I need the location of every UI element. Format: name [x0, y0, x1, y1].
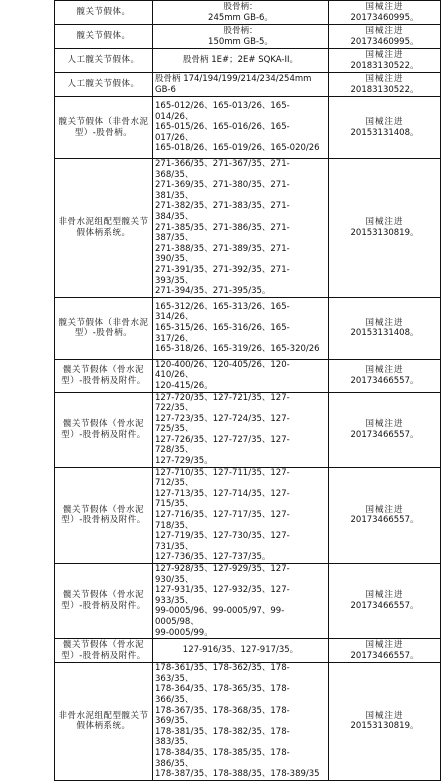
table-row	[55, 49, 441, 73]
model-spec-cell: 股骨柄： 245mm GB-6。	[153, 1, 329, 25]
registration-authority: 国械注进	[365, 1, 404, 12]
model-spec-cell: 股骨柄 174/194/199/214/234/254mm GB-6	[153, 73, 329, 97]
model-spec-cell: 165-012/26、165-013/26、165-014/26、 165-015/26、165-016/26、165-017/26、 165-018/26、165-019/26、165-020/26	[153, 97, 329, 159]
registration-number: 20173460995。	[350, 12, 419, 23]
table-row	[55, 467, 441, 563]
registration-authority: 国械注进	[365, 640, 404, 651]
table-row	[55, 564, 441, 639]
registration-cell	[329, 663, 441, 781]
registration-cell	[329, 639, 441, 663]
registration-number: 20153131408。	[350, 328, 419, 339]
registration-authority: 国械注进	[365, 217, 404, 228]
model-spec-cell: 127-720/35、127-721/35、127-722/35、 127-723/35、127-724/35、127-725/35、 127-726/35、127-727/35、127-728/35、 127-729/35。	[153, 392, 329, 467]
registration-authority: 国械注进	[365, 116, 404, 127]
registration-number: 20173460995。	[350, 36, 419, 47]
registration-authority: 国械注进	[365, 49, 404, 60]
registration-cell	[329, 73, 441, 97]
model-spec-cell: 127-710/35、127-711/35、127-712/35、 127-713/35、127-714/35、127-715/35、 127-716/35、127-717/35、127-718/35、 127-719/35、127-730/35、127-731/35、 127-736/35、127-737/35。	[153, 467, 329, 563]
registration-number: 20183130522。	[350, 60, 419, 71]
model-spec-cell: 120-400/26、120-405/26、120-410/26、 120-415/26。	[153, 359, 329, 392]
product-name-cell: 非骨水泥组配型髋关节假体柄系统。	[55, 663, 153, 781]
model-spec-cell: 178-361/35、178-362/35、178-363/35、 178-364/35、178-365/35、178-366/35、 178-367/35、178-368/35、178-369/35、 178-381/35、178-382/35、178-383/35、 178-384/35、178-385/35、178-386/35、 178-387/35、178-388/35、178-389/35	[153, 663, 329, 781]
table-body	[55, 1, 441, 781]
table-row	[55, 297, 441, 359]
registration-number: 20173466557。	[350, 429, 419, 440]
registration-authority: 国械注进	[365, 504, 404, 515]
table-row	[55, 639, 441, 663]
table-row	[55, 1, 441, 25]
product-name-cell: 髋关节假体（非骨水泥型）-股骨柄。	[55, 297, 153, 359]
registration-number: 20173466557。	[350, 375, 419, 386]
product-name-cell: 人工髋关节假体。	[55, 73, 153, 97]
registration-cell	[329, 392, 441, 467]
registration-cell	[329, 25, 441, 49]
product-name-cell: 髋关节假体（骨水泥型）-股骨柄及附件。	[55, 639, 153, 663]
registration-number: 20153130819。	[350, 721, 419, 732]
product-name-cell: 髋关节假体。	[55, 25, 153, 49]
product-name-cell: 人工髋关节假体。	[55, 49, 153, 73]
model-spec-cell: 127-916/35、127-917/35。	[153, 639, 329, 663]
registration-cell	[329, 564, 441, 639]
registration-cell	[329, 49, 441, 73]
model-spec-cell: 股骨柄： 150mm GB-5。	[153, 25, 329, 49]
model-spec-cell: 股骨柄 1E#；2E# SQKA-II。	[153, 49, 329, 73]
product-name-cell: 髋关节假体（骨水泥型）-股骨柄及附件。	[55, 467, 153, 563]
registration-number: 20153130819。	[350, 227, 419, 238]
registration-cell	[329, 1, 441, 25]
registration-number: 20153131408。	[350, 127, 419, 138]
product-name-cell: 髋关节假体（骨水泥型）-股骨柄及附件。	[55, 359, 153, 392]
product-name-cell: 髋关节假体（骨水泥型）-股骨柄及附件。	[55, 392, 153, 467]
product-name-cell: 非骨水泥组配型髋关节假体柄系统。	[55, 159, 153, 298]
registration-cell	[329, 297, 441, 359]
table-row	[55, 359, 441, 392]
table-row	[55, 25, 441, 49]
table-row	[55, 97, 441, 159]
table-row	[55, 159, 441, 298]
product-registration-table	[54, 0, 441, 781]
table-row	[55, 663, 441, 781]
registration-authority: 国械注进	[365, 365, 404, 376]
product-name-cell: 髋关节假体（骨水泥型）-股骨柄及附件。	[55, 564, 153, 639]
registration-number: 20173466557。	[350, 650, 419, 661]
table-row	[55, 392, 441, 467]
registration-cell	[329, 159, 441, 298]
registration-number: 20173466557。	[350, 601, 419, 612]
registration-cell	[329, 359, 441, 392]
product-name-cell: 髋关节假体（非骨水泥型）-股骨柄。	[55, 97, 153, 159]
registration-authority: 国械注进	[365, 710, 404, 721]
model-spec-cell: 271-366/35、271-367/35、271-368/35、 271-369/35、271-380/35、271-381/35、 271-382/35、271-383/35、271-384/35、 271-385/35、271-386/35、271-387/35、 271-388/35、271-389/35、271-390/35、 271-391/35、271-392/35、271-393/35、 271-394/35、271-395/35。	[153, 159, 329, 298]
registration-authority: 国械注进	[365, 73, 404, 84]
model-spec-cell: 127-928/35、127-929/35、127-930/35、 127-931/35、127-932/35、127-933/35、 99-0005/96、99-0005/97、99-0005/98、 99-0005/99。	[153, 564, 329, 639]
registration-number: 20173466557。	[350, 515, 419, 526]
registration-authority: 国械注进	[365, 418, 404, 429]
registration-authority: 国械注进	[365, 317, 404, 328]
registration-authority: 国械注进	[365, 25, 404, 36]
registration-authority: 国械注进	[365, 590, 404, 601]
model-spec-cell: 165-312/26、165-313/26、165-314/26、 165-315/26、165-316/26、165-317/26、 165-318/26、165-319/26、165-320/26	[153, 297, 329, 359]
registration-number: 20183130522。	[350, 84, 419, 95]
registration-cell	[329, 97, 441, 159]
product-name-cell: 髋关节假体。	[55, 1, 153, 25]
table-row	[55, 73, 441, 97]
registration-cell	[329, 467, 441, 563]
